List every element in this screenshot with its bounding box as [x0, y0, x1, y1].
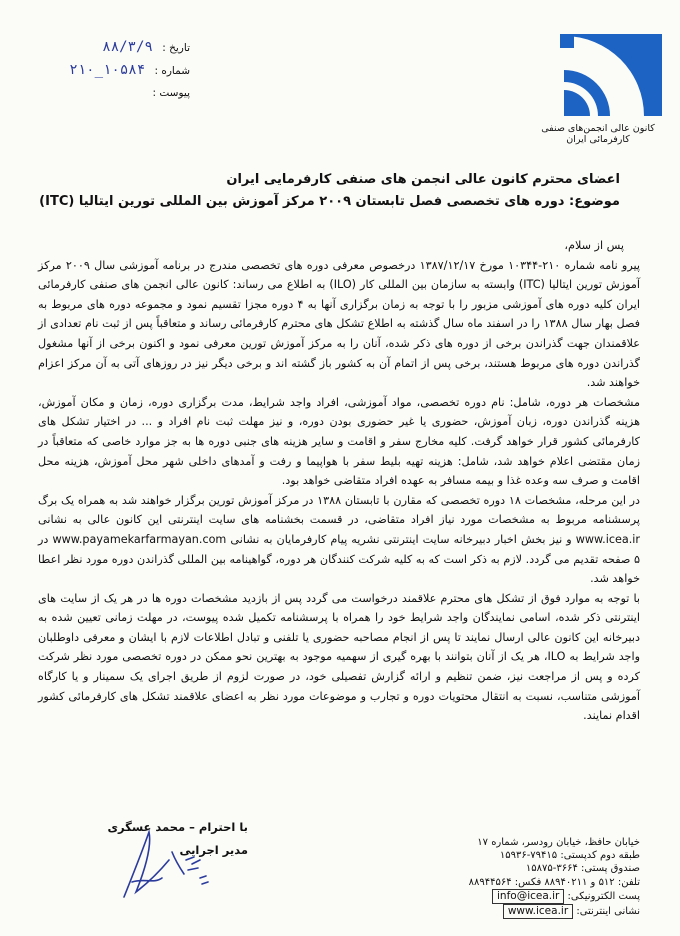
closing-line: با احترام – محمد عسگری [107, 820, 248, 834]
org-name: کانون عالی انجمن‌های صنفی کارفرمائی ایران [541, 123, 655, 145]
letter-meta [40, 36, 190, 104]
attachment-label: پیوست : [152, 87, 190, 99]
footer-phone-fax: تلفن: ۵۱۲ و ۸۸۹۴۰۲۱۱ فکس: ۸۸۹۴۴۵۶۴ [468, 876, 640, 888]
email-label: پست الکترونیکی: [567, 890, 640, 902]
email-value: info@icea.ir [492, 889, 564, 904]
footer-web-line [440, 904, 640, 919]
number-label: شماره : [154, 65, 190, 77]
body-paragraph-2: مشخصات هر دوره، شامل: نام دوره تخصصی، مواد آموزشی، افراد واجد شرایط، مدت برگزاری دوره، زمان و مکان آموزش، هزینه گذراندن دوره، زبان آموزش، حضوری یا غیر حضوری بودن دوره، و نیز مهلت ثبت نام افراد و ... در اختیار تشکل های کارفرمائی کشور قرار خواهد گرفت. کلیه مخارج سفر و اقامت و سایر هزینه های جنبی دوره ها به جز موارد خاصی که متعاقباً در زمان مقتضی اعلام خواهد شد، شامل: هزینه تهیه بلیط سفر با هواپیما و رفت و آمدهای داخلی شهر محل آموزش، هزینه محل اقامت و صرف سه وعده غذا و بیمه مسافر به عهده افراد متقاضی خواهد بود. [38, 395, 640, 488]
body-paragraph-4: با توجه به موارد فوق از تشکل های محترم علاقمند درخواست می گردد پس از بازدید مشخصات دوره ها در هر یک از سایت های اینترنتی ذکر شده، اسامی نمایندگان واجد شرایط خود را همراه با پرسشنامه تکمیل شده پیوست، در مهلت زمانی تعیین شده به دبیرخانه این کانون عالی ارسال نمایند تا پس از انجام مصاحبه حضوری یا تلفنی و تبادل اطلاعات لازم با ایشان و معرفی داوطلبان واجد شرایط به ILO، هر یک از آنان بتوانند با بهره گیری از سهمیه موجود به بهترین نحو ممکن در دوره تخصصی مورد نظر شرکت کرده و پس از مراجعت نیز، ضمن تنظیم و ارائه گزارش تفصیلی خود، در صورت لزوم از طریق اجرای یک سمینار و یا کارگاه آموزشی متناسب، نسبت به انتقال محتویات دوره و تجارب و موضوعات مورد نظر به اعضای علاقمند تشکل های کارفرمائی کشور اقدام نمایند. [38, 591, 640, 723]
attachment-line [40, 82, 190, 104]
web-value: www.icea.ir [503, 904, 573, 919]
date-line [40, 36, 190, 59]
recipient-line: اعضای محترم کانون عالی انجمن های صنفی کارفرمایی ایران [226, 172, 620, 187]
org-logo-icon [560, 34, 662, 116]
footer-address: خیابان حافظ، خیابان رودسر، شماره ۱۷ [477, 837, 640, 848]
letter-body [38, 236, 640, 726]
signer-title: مدیر اجرایی [179, 843, 248, 857]
footer-email-line [440, 889, 640, 904]
body-paragraph-1: پیرو نامه شماره ۲۱۰-۱۰۳۴۴ مورخ ۱۳۸۷/۱۲/۱۷ درخصوص معرفی دوره های تخصصی مندرج در برنامه آموزشی سال ۲۰۰۹ مرکز آموزش تورین ایتالیا (ITC) وابسته به سازمان بین المللی کار (ILO) به اطلاع می رساند: کانون عالی انجمن های صنفی کارفرمائی ایران کلیه دوره های آموزشی مزبور را با توجه به زمان برگزاری آنها به ۴ دوره مجزا تقسیم نمود و مجموعه دوره های مربوط به فصل بهار سال ۱۳۸۸ را در اسفند ماه سال گذشته به اطلاع تشکل های محترم کارفرمائی رساند و متعاقباً پس از ثبت نام تعدادی از علاقمندان جهت گذراندن برخی از دوره های ذکر شده، آنان را به مرکز آموزش تورین معرفی نمود و اکنون برخی از آنها مشغول گذراندن دوره های مربوط هستند، برخی پس از اتمام آن به کشور باز گشته اند و برخی دیگر نیز در روزهای آتی به آن مرکز اعزام خواهند شد. [38, 258, 641, 390]
date-value: ۸۸/۳/۹ [102, 39, 153, 55]
contact-footer [440, 836, 640, 919]
number-line [40, 59, 190, 82]
signature-icon [114, 812, 224, 912]
date-label: تاریخ : [162, 42, 190, 54]
body-paragraph-3: در این مرحله، مشخصات ۱۸ دوره تخصصی که مقارن با تابستان ۱۳۸۸ در مرکز آموزش تورین برگزار خواهند شد به همراه یک برگ پرسشنامه مربوط به مشخصات مورد نیاز افراد متقاضی، در قسمت بخشنامه های سایت اینترنتی این کانون عالی به نشانی www.icea.ir و نیز بخش اخبار دبیرخانه سایت اینترنتی نشریه پیام کارفرمایان به نشانی www.payamekarfarmayan.com در ۵ صفحه تقدیم می گردد. لازم به ذکر است که به کلیه شرکت کنندگان هر دوره، گواهینامه بین المللی گذراندن دوره مورد نظر اعطا خواهد شد. [38, 493, 641, 586]
greeting: پس از سلام، [564, 239, 624, 252]
footer-floor-postcode: طبقه دوم کدپستی: ۷۹۴۱۵-۱۵۹۳۶ [499, 850, 640, 862]
subject-line: موضوع: دوره های تخصصی فصل تابستان ۲۰۰۹ مرکز آموزش بین المللی تورین ایتالیا (ITC) [39, 194, 620, 209]
footer-po-box: صندوق پستی: ۳۶۶۴-۱۵۸۷۵ [525, 863, 640, 875]
web-label: نشانی اینترنتی: [576, 906, 640, 918]
number-value: ۲۱۰_۱۰۵۸۴ [69, 62, 146, 78]
